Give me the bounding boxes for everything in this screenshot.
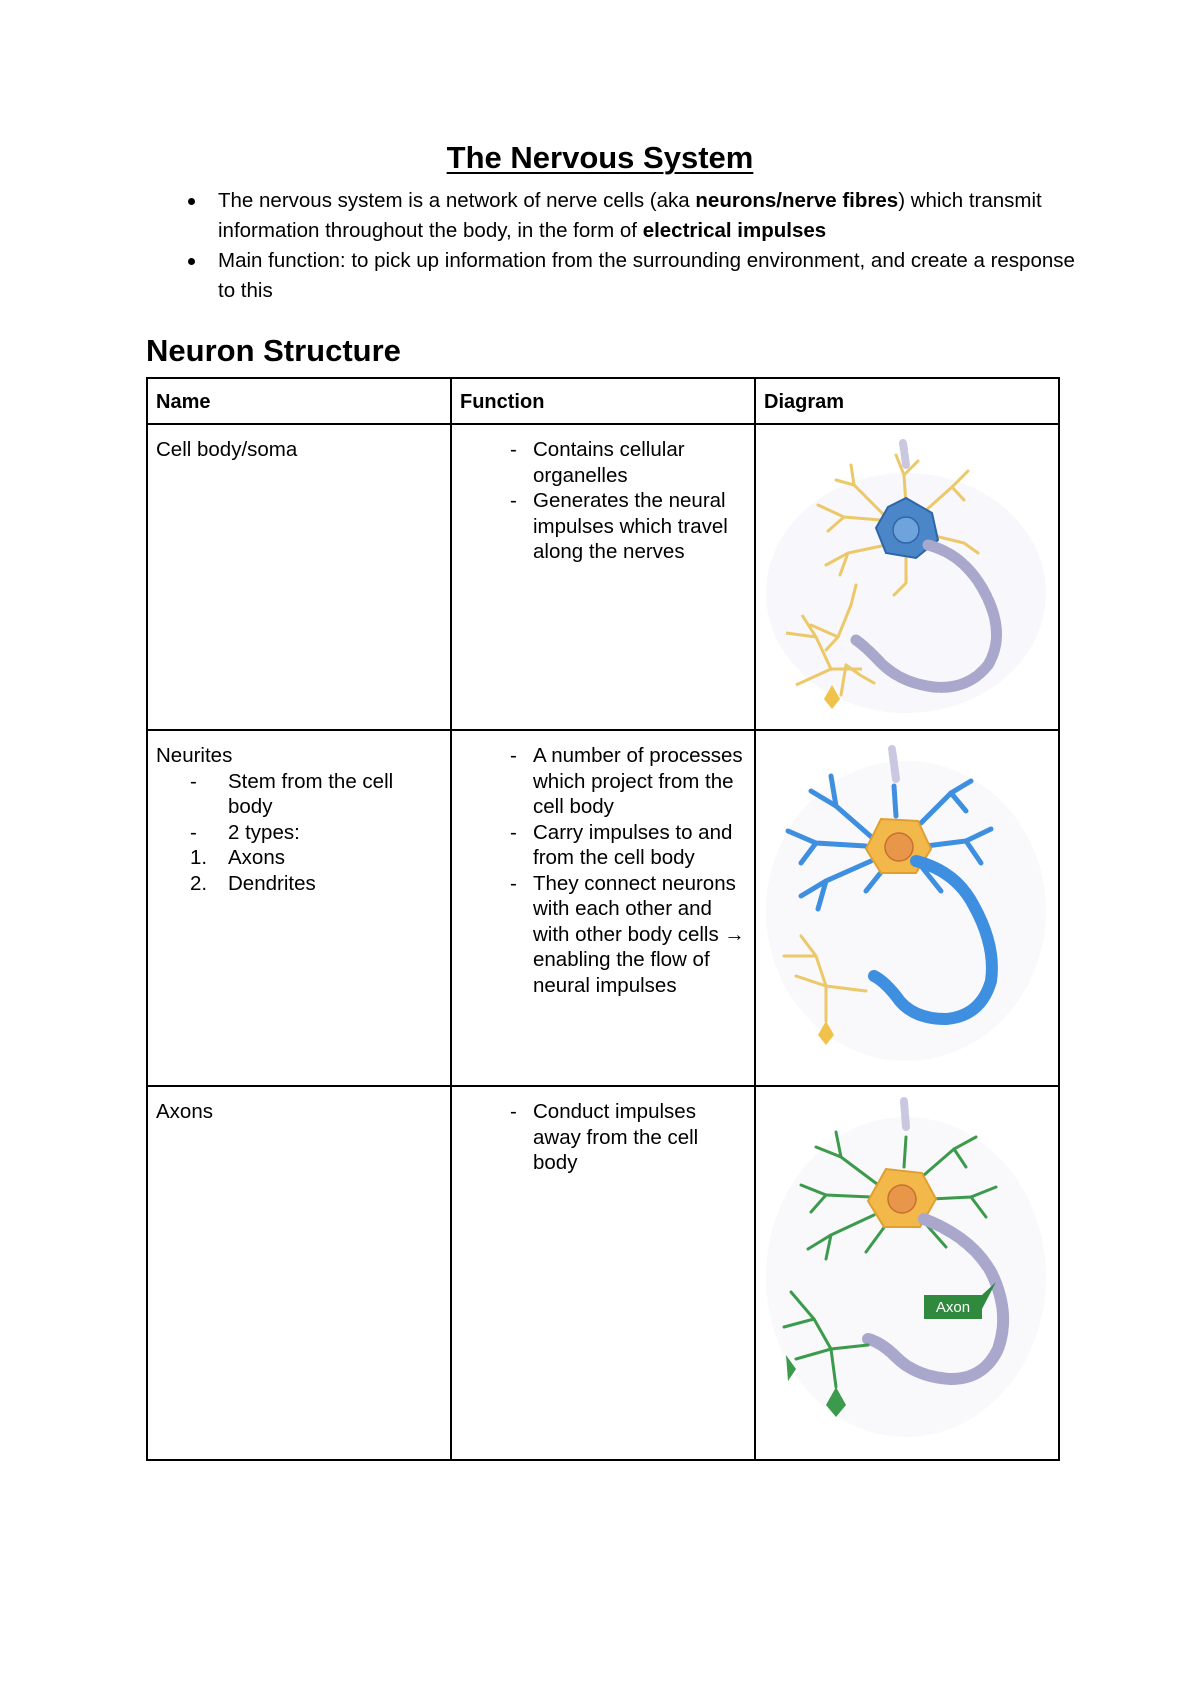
intro-bullet: Main function: to pick up information from the surrounding environment, and create a response to this [188, 246, 1088, 306]
function-list [460, 743, 746, 998]
column-header-function: Function [451, 378, 755, 424]
function-list [460, 1099, 746, 1176]
function-cell [451, 730, 755, 1086]
name-sub-list [156, 769, 442, 846]
table-row [147, 730, 1059, 1086]
numbered-list [156, 845, 442, 896]
list-item: 1. Axons [190, 846, 285, 869]
neuron-structure-table [146, 377, 1060, 1461]
function-list [460, 437, 746, 565]
list-item: - Conduct impulses away from the cell body [510, 1099, 746, 1176]
name-cell: Axons [147, 1086, 451, 1460]
axon-label: Axon [935, 1299, 971, 1316]
page-title: The Nervous System [446, 140, 754, 175]
list-item: - Contains cellular organelles [510, 437, 746, 488]
list-item: - Stem from the cell body [190, 769, 442, 820]
table-header-row [147, 378, 1059, 424]
neuron-diagram-neurites [756, 731, 1056, 1083]
intro-bullet-list [188, 186, 1088, 306]
column-header-diagram: Diagram [755, 378, 1059, 424]
neuron-diagram-soma [756, 425, 1056, 727]
diagram-cell [755, 730, 1059, 1086]
function-cell [451, 1086, 755, 1460]
list-item: - A number of processes which project from the cell body [510, 743, 746, 820]
column-header-name: Name [147, 378, 451, 424]
diagram-cell [755, 1086, 1059, 1460]
table-row [147, 424, 1059, 730]
list-item: - Generates the neural impulses which travel along the nerves [510, 488, 746, 565]
name-cell: Neurites - Stem from the cell body - 2 types: 1. Axons 2. Dendrites [147, 730, 451, 1086]
list-item: - They connect neurons with each other and with other body cells → enabling the flow of neural impulses [510, 871, 746, 999]
intro-bullet: The nervous system is a network of nerve cells (aka neurons/nerve fibres) which transmit information throughout the body, in the form of electrical impulses [188, 186, 1088, 246]
neuron-diagram-axon [756, 1087, 1056, 1457]
table-row [147, 1086, 1059, 1460]
diagram-cell [755, 424, 1059, 730]
list-item: - Carry impulses to and from the cell body [510, 820, 746, 871]
list-item: - 2 types: [190, 820, 442, 846]
list-item: 2. Dendrites [190, 871, 316, 895]
section-heading: Neuron Structure [146, 333, 401, 368]
function-cell [451, 424, 755, 730]
name-cell: Cell body/soma [147, 424, 451, 730]
